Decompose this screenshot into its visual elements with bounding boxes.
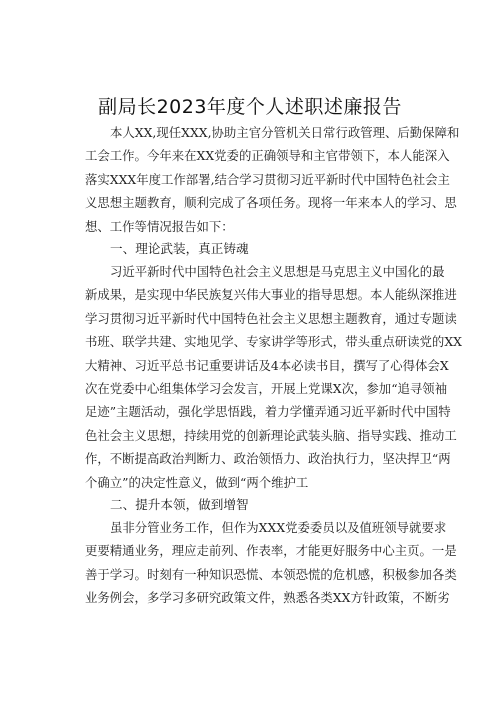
paragraph-line: 习近平新时代中国特色社会主义思想是马克思主义中国化的最 (110, 264, 445, 279)
paragraph-line: 大精神、习近平总书记重要讲话及4本必读书目，撰写了心得体会X (85, 357, 449, 373)
paragraph-line: 书班、联学共建、实地见学、专家讲学等形式，带头重点研读党的XX (85, 334, 462, 350)
section-2-paragraph (85, 516, 457, 610)
section-heading-2: 二、提升本领，做到增智 (110, 497, 249, 512)
paragraph-line: 色社会主义思想，持续用党的创新理论武装头脑、指导实践、推动工 (85, 427, 457, 443)
paragraph-line: 工会工作。今年来在XX党委的正确领导和主官带领下，本人能深入 (85, 148, 450, 164)
paragraph-line: 落实XXX年度工作部署,结合学习贯彻习近平新时代中国特色社会主 (85, 171, 450, 187)
paragraph-line: 个确立”的决定性意义，做到“两个维护工 (85, 474, 309, 490)
paragraph-line: 新成果，是实现中华民族复兴伟大事业的指导思想。本人能纵深推进 (85, 287, 457, 303)
paragraph-line: 次在党委中心组集体学习会发言，开展上党课X次，参加“追寻领袖 (85, 380, 448, 396)
section-1-paragraph (85, 260, 462, 494)
intro-paragraph (85, 121, 460, 238)
paragraph-line: 学习贯彻习近平新时代中国特色社会主义思想主题教育，通过专题读 (85, 310, 457, 326)
paragraph-line: 足迹”主题活动，强化学思悟践，着力学懂弄通习近平新时代中国特 (85, 404, 451, 420)
paragraph-line: 业务例会，多学习多研究政策文件，熟悉各类XX方针政策，不断劣 (85, 590, 450, 606)
paragraph-line: 本人XX,现任XXX,协助主官分管机关日常行政管理、后勤保障和 (110, 125, 460, 140)
paragraph-line: 想、工作等情况报告如下： (85, 218, 234, 234)
paragraph-line: 更要精通业务，理应走前列、作表率，才能更好服务中心主页。一是 (85, 543, 457, 559)
paragraph-line: 作，不断提高政治判断力、政治领悟力、政治执行力，坚决捍卫“两 (85, 451, 451, 467)
section-heading-1: 一、理论武装，真正铸魂 (110, 241, 249, 256)
paragraph-line: 义思想主题教育，顺利完成了各项任务。现将一年来本人的学习、思 (85, 195, 457, 211)
paragraph-line: 虽非分管业务工作，但作为XXX党委委员以及值班领导就要求 (110, 520, 447, 535)
paragraph-line: 善于学习。时刻有一种知识恐慌、本领恐慌的危机感，积极参加各类 (85, 566, 457, 582)
document-title: 副局长2023年度个人述职述廉报告 (98, 96, 402, 118)
